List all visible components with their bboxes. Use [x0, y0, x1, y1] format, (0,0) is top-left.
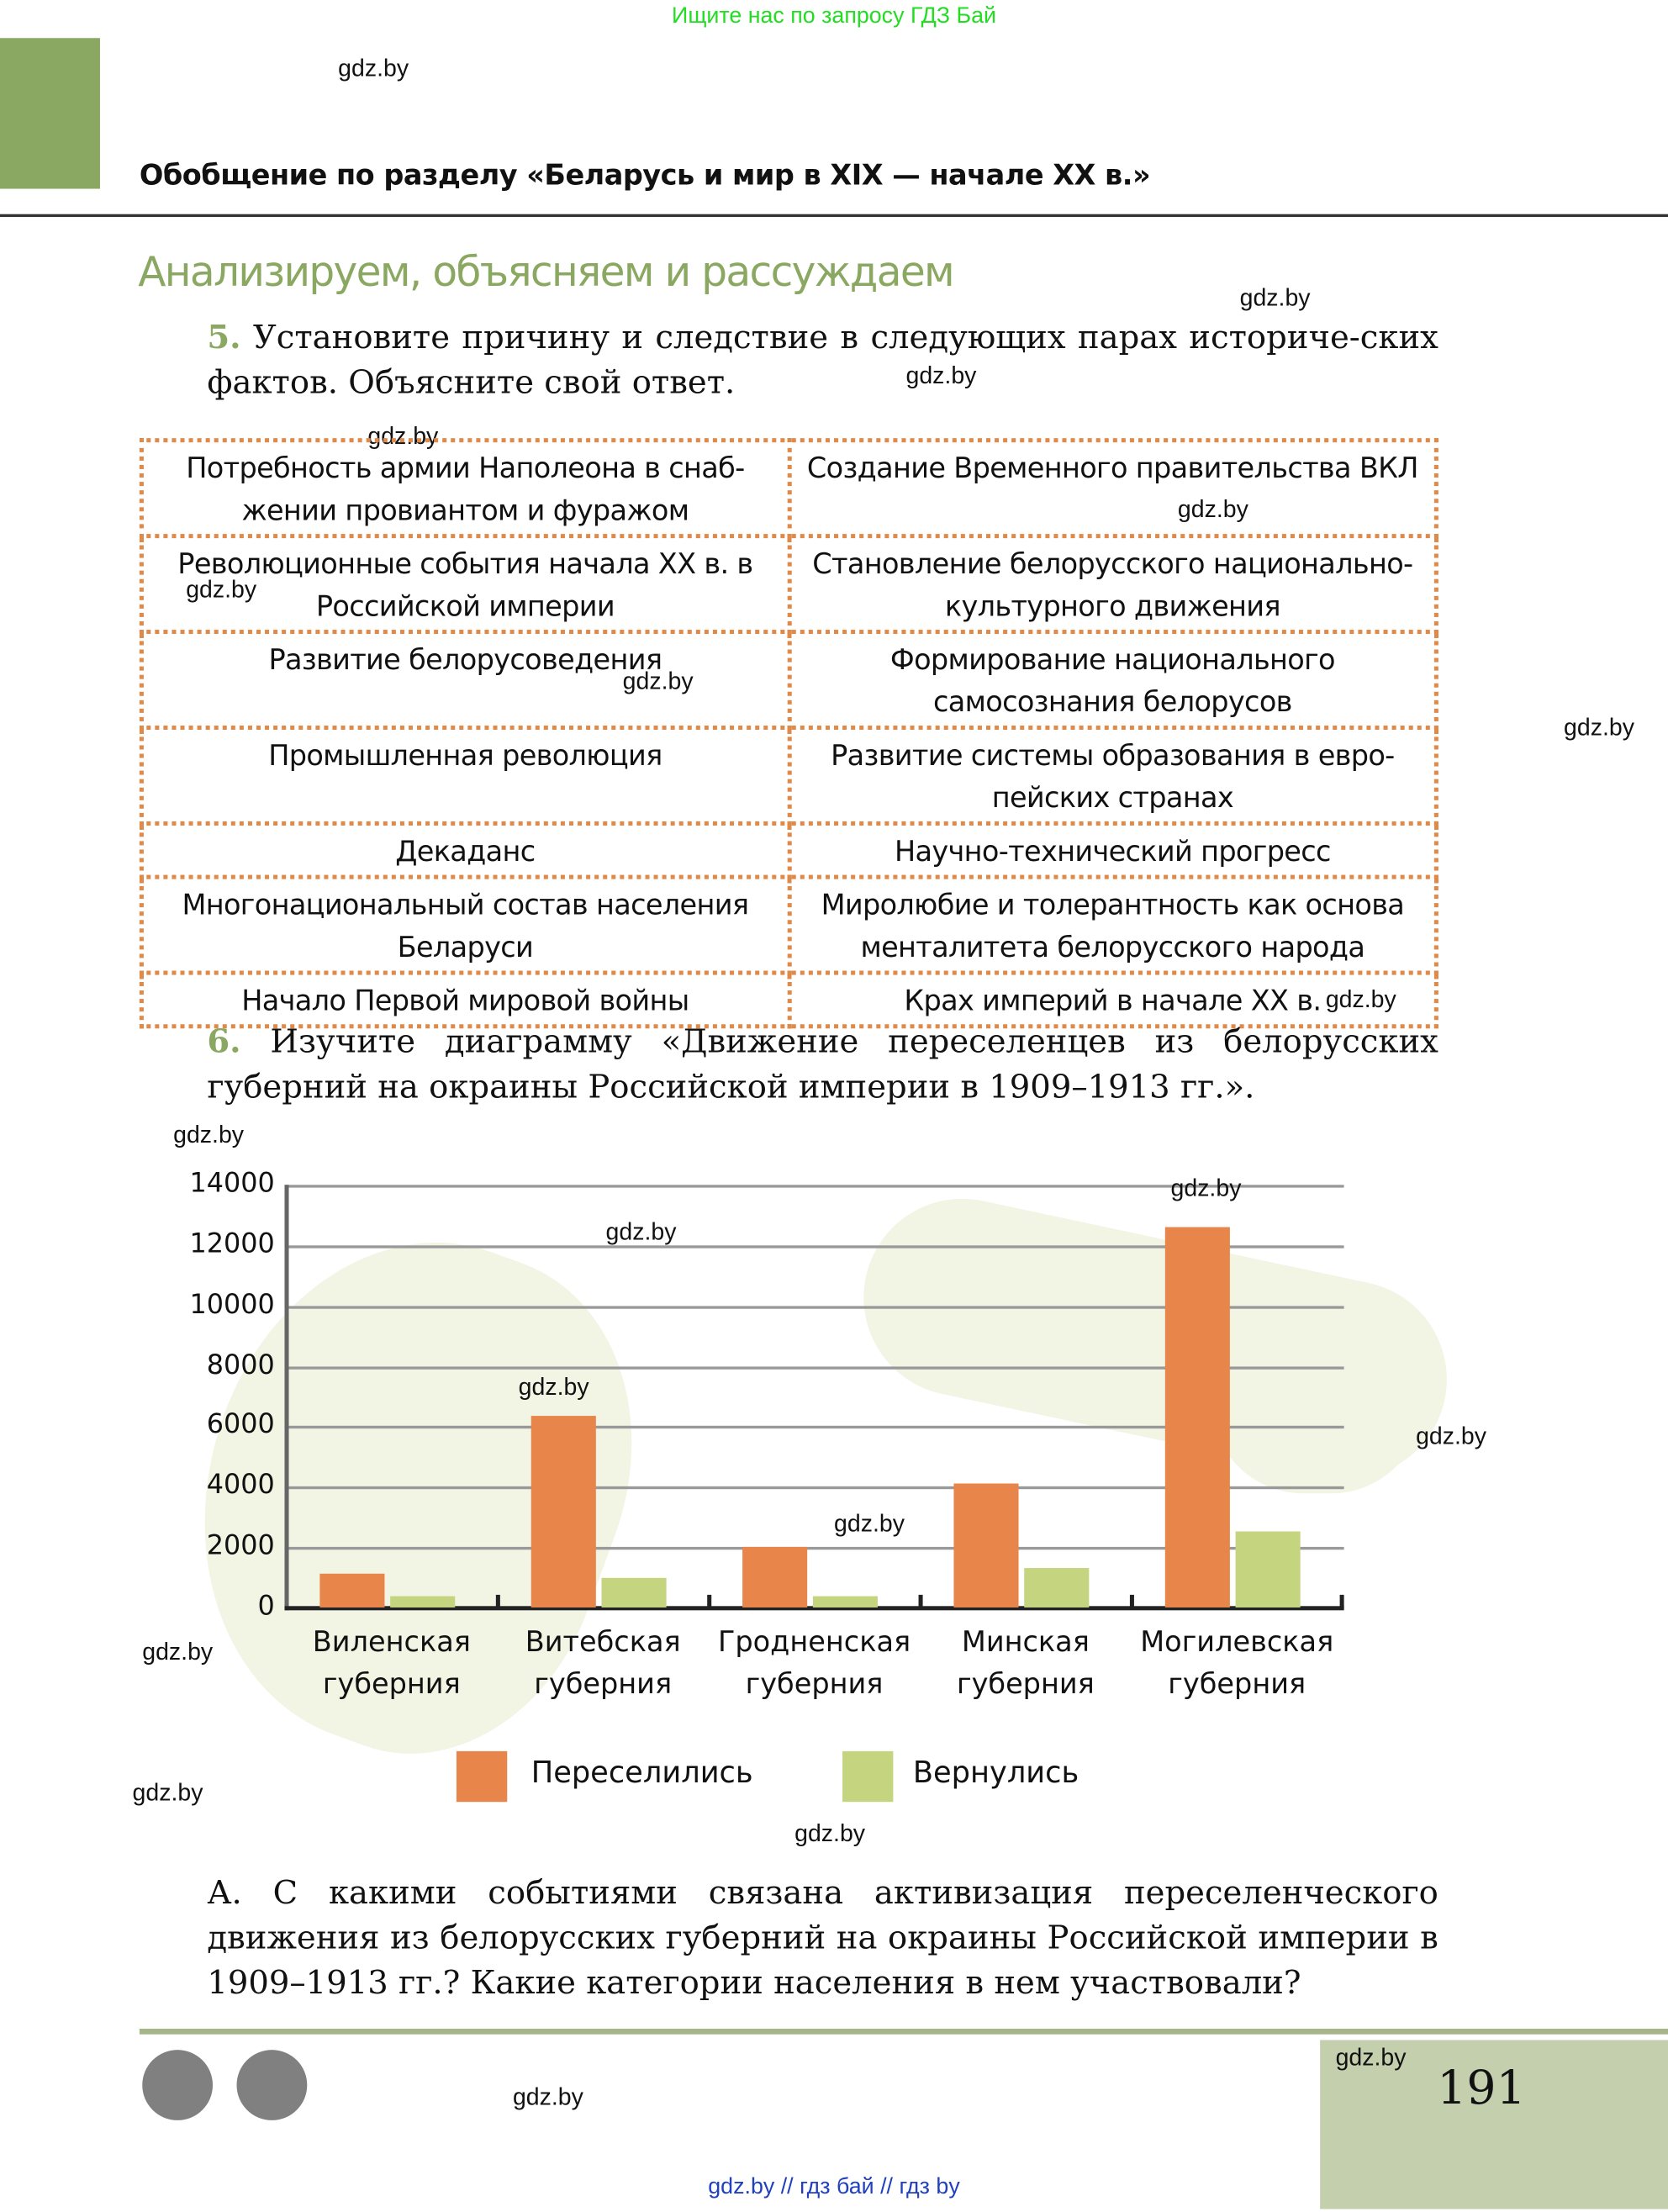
x-tick [919, 1595, 923, 1609]
watermark: gdz.by [1416, 1423, 1487, 1450]
legend-label-resettled: Переселились [530, 1755, 753, 1790]
watermark: gdz.by [518, 1373, 589, 1401]
effect-cell: Создание Временного правительства ВКЛ [789, 441, 1436, 536]
bar-returned [390, 1596, 455, 1608]
bar-resettled [953, 1484, 1018, 1608]
x-tick [707, 1595, 711, 1609]
watermark: gdz.by [1170, 1175, 1242, 1202]
watermark: gdz.by [1239, 284, 1311, 312]
bottom-links[interactable]: gdz.by // гдз бай // гдз by [708, 2175, 960, 2199]
x-category-label [498, 1620, 709, 1705]
cause-cell: Потребность армии Наполеона в снаб-жении провиантом и фуражом [141, 441, 789, 536]
watermark: gdz.by [338, 55, 409, 82]
watermark: gdz.by [173, 1121, 245, 1148]
task-number: 5. [207, 318, 241, 356]
bar-resettled [531, 1416, 596, 1608]
cause-cell: Начало Первой мировой войны [141, 973, 789, 1027]
legend-label-returned: Вернулись [912, 1755, 1079, 1790]
bar-returned [602, 1577, 667, 1608]
category-line: губерния [534, 1666, 673, 1701]
effect-cell: Миролюбие и толерантность как основа менталитета белорусского народа [789, 877, 1436, 973]
watermark: gdz.by [834, 1510, 905, 1538]
cause-cell: Революционные события начала XX в. в Российской империи [141, 536, 789, 632]
effect-cell: Формирование национального самосознания белорусов [789, 632, 1436, 728]
category-line: губерния [956, 1666, 1095, 1701]
category-line: Витебская [525, 1624, 681, 1659]
y-tick-label: 14000 [189, 1168, 275, 1200]
effect-cell: Крах империй в начале XX в. [789, 973, 1436, 1027]
y-axis [284, 1185, 288, 1610]
cause-cell: Многонациональный состав населения Беларуси [141, 877, 789, 973]
cause-cell: Декаданс [141, 823, 789, 877]
watermark: gdz.by [1335, 2044, 1407, 2072]
watermark: gdz.by [622, 668, 694, 695]
background-shape [1211, 1310, 1423, 1493]
cause-cell: Промышленная революция [141, 727, 789, 823]
x-tick [1340, 1595, 1344, 1609]
watermark: gdz.by [142, 1638, 214, 1666]
effect-cell: Развитие системы образования в евро-пейских странах [789, 727, 1436, 823]
bar-resettled [319, 1574, 384, 1607]
bar-returned [813, 1596, 878, 1608]
category-line: Могилевская [1140, 1624, 1334, 1659]
legend-swatch-resettled [457, 1751, 507, 1802]
footer-divider [140, 2029, 1668, 2035]
y-tick-label: 0 [257, 1590, 275, 1622]
gray-circle-icon [237, 2050, 308, 2120]
page-number: 191 [1437, 2059, 1526, 2115]
watermark: gdz.by [794, 1820, 866, 1847]
task-6-text: 6. Изучите диаграмму «Движение переселенцев из белорусских губерний на окраины Российской империи в 1909–1913 гг.». [207, 1022, 1438, 1106]
section-title: Анализируем, объясняем и рассуждаем [138, 247, 954, 296]
effect-cell: Становление белорусского национально-культурного движения [789, 536, 1436, 632]
x-category-label [286, 1620, 497, 1705]
watermark: gdz.by [905, 362, 977, 389]
watermark: gdz.by [1177, 495, 1248, 523]
effect-cell: Научно-технический прогресс [789, 823, 1436, 877]
task-5-text: 5. Установите причину и следствие в следующих парах историче-ских фактов. Объясните свой ответ. [207, 318, 1438, 402]
x-tick [1130, 1595, 1134, 1609]
legend-swatch-returned [842, 1751, 893, 1802]
y-tick-label: 12000 [189, 1227, 275, 1259]
x-category-label [1132, 1620, 1343, 1705]
question-a: А. С какими событиями связана активизация переселенческого движения из белорусских губерний на окраины Российской империи в 1909–1913 гг.? Какие категории населения в нем участвовали? [207, 1875, 1438, 2003]
category-line: Минская [961, 1624, 1090, 1659]
running-head: Обобщение по разделу «Беларусь и мир в XIX — начале XX в.» [139, 157, 1151, 192]
watermark: gdz.by [186, 576, 257, 604]
watermark: gdz.by [367, 422, 439, 450]
y-tick-label: 6000 [206, 1409, 275, 1441]
watermark: gdz.by [1325, 985, 1396, 1013]
x-tick [496, 1595, 500, 1609]
category-line: Гродненская [717, 1624, 911, 1659]
category-line: губерния [322, 1666, 461, 1701]
watermark: gdz.by [605, 1218, 677, 1246]
bar-returned [1236, 1532, 1301, 1608]
task-number: 6. [207, 1022, 241, 1061]
category-line: губерния [1168, 1666, 1306, 1701]
watermark: gdz.by [512, 2083, 583, 2111]
watermark: gdz.by [1564, 714, 1634, 742]
category-line: Виленская [312, 1624, 471, 1659]
y-tick-label: 10000 [189, 1288, 275, 1320]
x-category-label [920, 1620, 1131, 1705]
cause-cell: Развитие белорусоведения [141, 632, 789, 728]
bar-returned [1024, 1568, 1089, 1608]
gray-circle-icon [142, 2050, 213, 2120]
bar-resettled [1165, 1227, 1230, 1608]
bar-resettled [742, 1547, 807, 1608]
y-tick-label: 4000 [206, 1470, 275, 1502]
top-banner[interactable]: Ищите нас по запросу ГДЗ Бай [672, 4, 996, 29]
y-tick-label: 2000 [206, 1530, 275, 1561]
y-tick-label: 8000 [206, 1349, 275, 1381]
watermark: gdz.by [132, 1779, 203, 1807]
category-line: губерния [745, 1666, 884, 1701]
x-category-label [709, 1620, 920, 1705]
